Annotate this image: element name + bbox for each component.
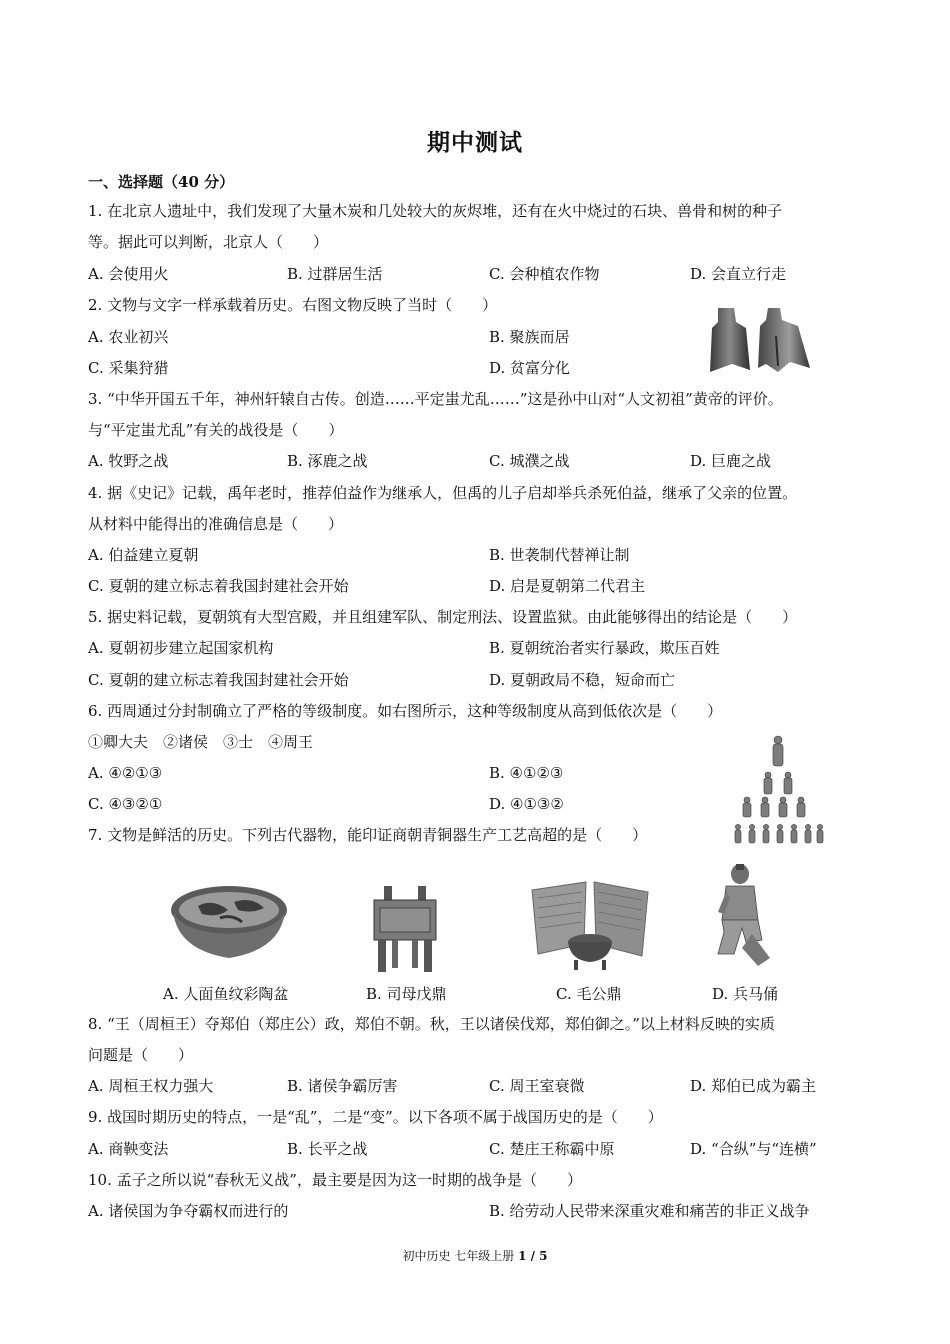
q1-option-d[interactable]: D. 会直立行走	[690, 265, 787, 283]
q3-option-b[interactable]: B. 涿鹿之战	[287, 452, 368, 470]
q8-option-b[interactable]: B. 诸侯争霸厉害	[287, 1077, 398, 1095]
q3-option-a[interactable]: A. 牧野之战	[88, 452, 169, 470]
q2-option-a[interactable]: A. 农业初兴	[88, 328, 169, 346]
maogong-ding-image	[528, 878, 652, 970]
q8-stem-line2: 问题是（ ）	[88, 1046, 194, 1064]
footer-text: 初中历史 七年级上册	[402, 1249, 519, 1263]
q9-option-b[interactable]: B. 长平之战	[287, 1140, 368, 1158]
q6-option-a[interactable]: A. ④②①③	[88, 764, 163, 782]
q6-option-b[interactable]: B. ④①②③	[489, 764, 564, 782]
q6-option-c[interactable]: C. ④③②①	[88, 795, 163, 813]
page-footer	[0, 1247, 950, 1264]
q7-caption-b[interactable]: B. 司母戊鼎	[366, 985, 447, 1003]
q6-items: ①卿大夫 ②诸侯 ③士 ④周王	[88, 733, 314, 751]
q7-caption-d[interactable]: D. 兵马俑	[712, 985, 779, 1003]
q4-option-d[interactable]: D. 启是夏朝第二代君主	[489, 577, 646, 595]
q2-option-d[interactable]: D. 贫富分化	[489, 359, 571, 377]
q6-option-d[interactable]: D. ④①③②	[489, 795, 564, 813]
bronze-spade-coins-image	[706, 306, 814, 374]
q8-option-c[interactable]: C. 周王室衰微	[489, 1077, 585, 1095]
terracotta-warrior-image	[712, 862, 774, 970]
q4-stem-line2: 从材料中能得出的准确信息是（ ）	[88, 515, 344, 533]
q3-option-d[interactable]: D. 巨鹿之战	[690, 452, 772, 470]
q8-option-d[interactable]: D. 郑伯已成为霸主	[690, 1077, 817, 1095]
feudal-hierarchy-pyramid-image	[730, 730, 826, 850]
q7-stem: 7. 文物是鲜活的历史。下列古代器物，能印证商朝青铜器生产工艺高超的是（ ）	[88, 826, 648, 844]
q5-option-b[interactable]: B. 夏朝统治者实行暴政，欺压百姓	[489, 639, 720, 657]
q3-stem-line2: 与“平定蚩尤乱”有关的战役是（ ）	[88, 421, 344, 439]
q6-stem: 6. 西周通过分封制确立了严格的等级制度。如右图所示，这种等级制度从高到低依次是（ ）	[88, 702, 723, 720]
q4-stem-line1: 4. 据《史记》记载，禹年老时，推荐伯益作为继承人，但禹的儿子启却举兵杀死伯益，继承了父亲的位置。	[88, 484, 798, 502]
q1-stem-line2: 等。据此可以判断，北京人（ ）	[88, 233, 329, 251]
q4-option-a[interactable]: A. 伯益建立夏朝	[88, 546, 199, 564]
q1-stem-line1: 1. 在北京人遗址中，我们发现了大量木炭和几处较大的灰烬堆，还有在火中烧过的石块、兽骨和树的种子	[88, 202, 783, 220]
q9-option-a[interactable]: A. 商鞅变法	[88, 1140, 169, 1158]
q4-option-c[interactable]: C. 夏朝的建立标志着我国封建社会开始	[88, 577, 349, 595]
q2-option-c[interactable]: C. 采集狩猎	[88, 359, 169, 377]
q8-option-a[interactable]: A. 周桓王权力强大	[88, 1077, 214, 1095]
q1-option-b[interactable]: B. 过群居生活	[287, 265, 383, 283]
q5-option-d[interactable]: D. 夏朝政局不稳，短命而亡	[489, 671, 676, 689]
q7-caption-a[interactable]: A. 人面鱼纹彩陶盆	[163, 985, 289, 1003]
q4-option-b[interactable]: B. 世袭制代替禅让制	[489, 546, 630, 564]
q5-stem: 5. 据史料记载，夏朝筑有大型宫殿，并且组建军队、制定刑法、设置监狱。由此能够得出的结论是（ ）	[88, 608, 798, 626]
q5-option-c[interactable]: C. 夏朝的建立标志着我国封建社会开始	[88, 671, 349, 689]
q2-stem: 2. 文物与文字一样承载着历史。右图文物反映了当时（ ）	[88, 296, 498, 314]
q9-option-d[interactable]: D. “合纵”与“连横”	[690, 1140, 817, 1158]
q7-caption-c[interactable]: C. 毛公鼎	[556, 985, 622, 1003]
q1-option-c[interactable]: C. 会种植农作物	[489, 265, 600, 283]
q3-option-c[interactable]: C. 城濮之战	[489, 452, 570, 470]
simuwu-ding-image	[370, 884, 440, 974]
page-title: 期中测试	[427, 129, 523, 156]
painted-pottery-basin-image	[168, 880, 290, 964]
q10-stem: 10. 孟子之所以说“春秋无义战”，最主要是因为这一时期的战争是（ ）	[88, 1171, 582, 1189]
q8-stem-line1: 8. “王（周桓王）夺郑伯（郑庄公）政，郑伯不朝。秋，王以诸侯伐郑，郑伯御之。”以上材料反映的实质	[88, 1015, 775, 1033]
q9-option-c[interactable]: C. 楚庄王称霸中原	[489, 1140, 615, 1158]
q5-option-a[interactable]: A. 夏朝初步建立起国家机构	[88, 639, 274, 657]
q10-option-b[interactable]: B. 给劳动人民带来深重灾难和痛苦的非正义战争	[489, 1202, 810, 1220]
q1-option-a[interactable]: A. 会使用火	[88, 265, 169, 283]
section-heading: 一、选择题（40 分）	[88, 173, 235, 191]
page-number: 1 / 5	[518, 1249, 548, 1263]
q10-option-a[interactable]: A. 诸侯国为争夺霸权而进行的	[88, 1202, 289, 1220]
q3-stem-line1: 3. “中华开国五千年，神州轩辕自古传。创造……平定蚩尤乱……”这是孙中山对“人文初祖”黄帝的评价。	[88, 390, 783, 408]
q9-stem: 9. 战国时期历史的特点，一是“乱”，二是“变”。以下各项不属于战国历史的是（ ）	[88, 1108, 663, 1126]
q2-option-b[interactable]: B. 聚族而居	[489, 328, 570, 346]
